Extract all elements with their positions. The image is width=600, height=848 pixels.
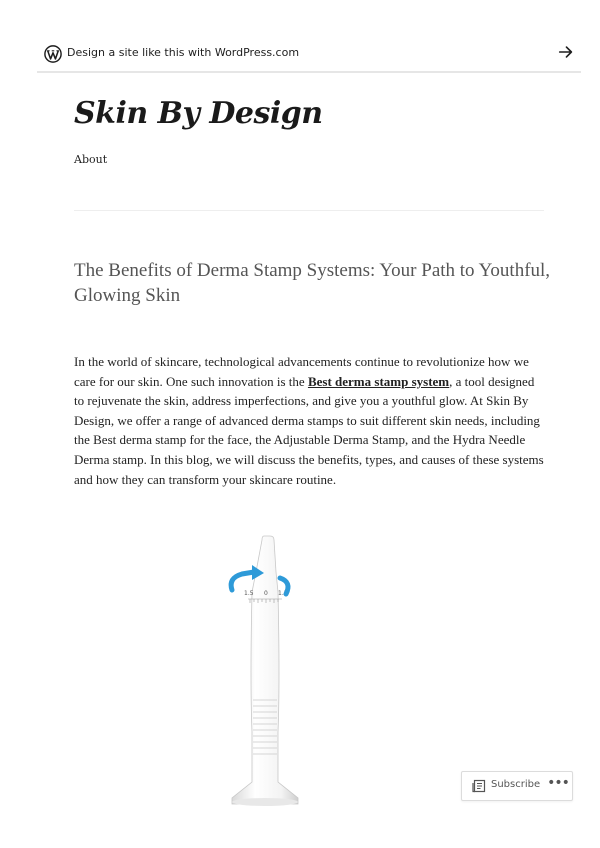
derma-stamp-link[interactable]: Best derma stamp system [307, 373, 450, 389]
wordpress-logo-icon [44, 45, 62, 63]
site-title[interactable]: Skin By Design [74, 96, 323, 131]
subscribe-label: Subscribe [491, 779, 541, 790]
post-title: The Benefits of Derma Stamp Systems: Your Path to Youthful, Glowing Skin [74, 260, 551, 306]
scale-label-center: 0 [264, 590, 268, 597]
scale-label-right: 1.5 [278, 590, 288, 597]
wordpress-promo-text[interactable]: Design a site like this with WordPress.com [67, 46, 300, 59]
scale-label-left: 1.5 [244, 590, 254, 597]
arrow-right-icon[interactable] [557, 43, 575, 61]
wordpress-promo-bar[interactable] [37, 37, 581, 73]
post-body [74, 352, 544, 489]
post-body-intro: In the world of skincare, technological advancements continue to revolutionize how we care for our skin. One such innovation is the [74, 354, 529, 389]
reader-icon [472, 779, 486, 793]
header-divider [74, 210, 544, 211]
subscribe-button[interactable] [462, 772, 544, 800]
post-body-rest: , a tool designed to rejuvenate the skin, address imperfections, and give you a youthful glow. At Skin By Design, we offer a range of advanced derma stamps to suit different skin needs, including the Best derma stamp for the face, the Adjustable Derma Stamp, and the Hydra Needle Derma stamp. In this blog, we will discuss the benefits, types, and causes of these systems and how they can transform your skincare routine. [74, 373, 544, 487]
subscribe-widget [461, 771, 573, 801]
more-options-button[interactable]: ••• [547, 775, 569, 791]
derma-stamp-product-image [220, 532, 320, 808]
nav-link-about[interactable]: About [74, 153, 108, 166]
